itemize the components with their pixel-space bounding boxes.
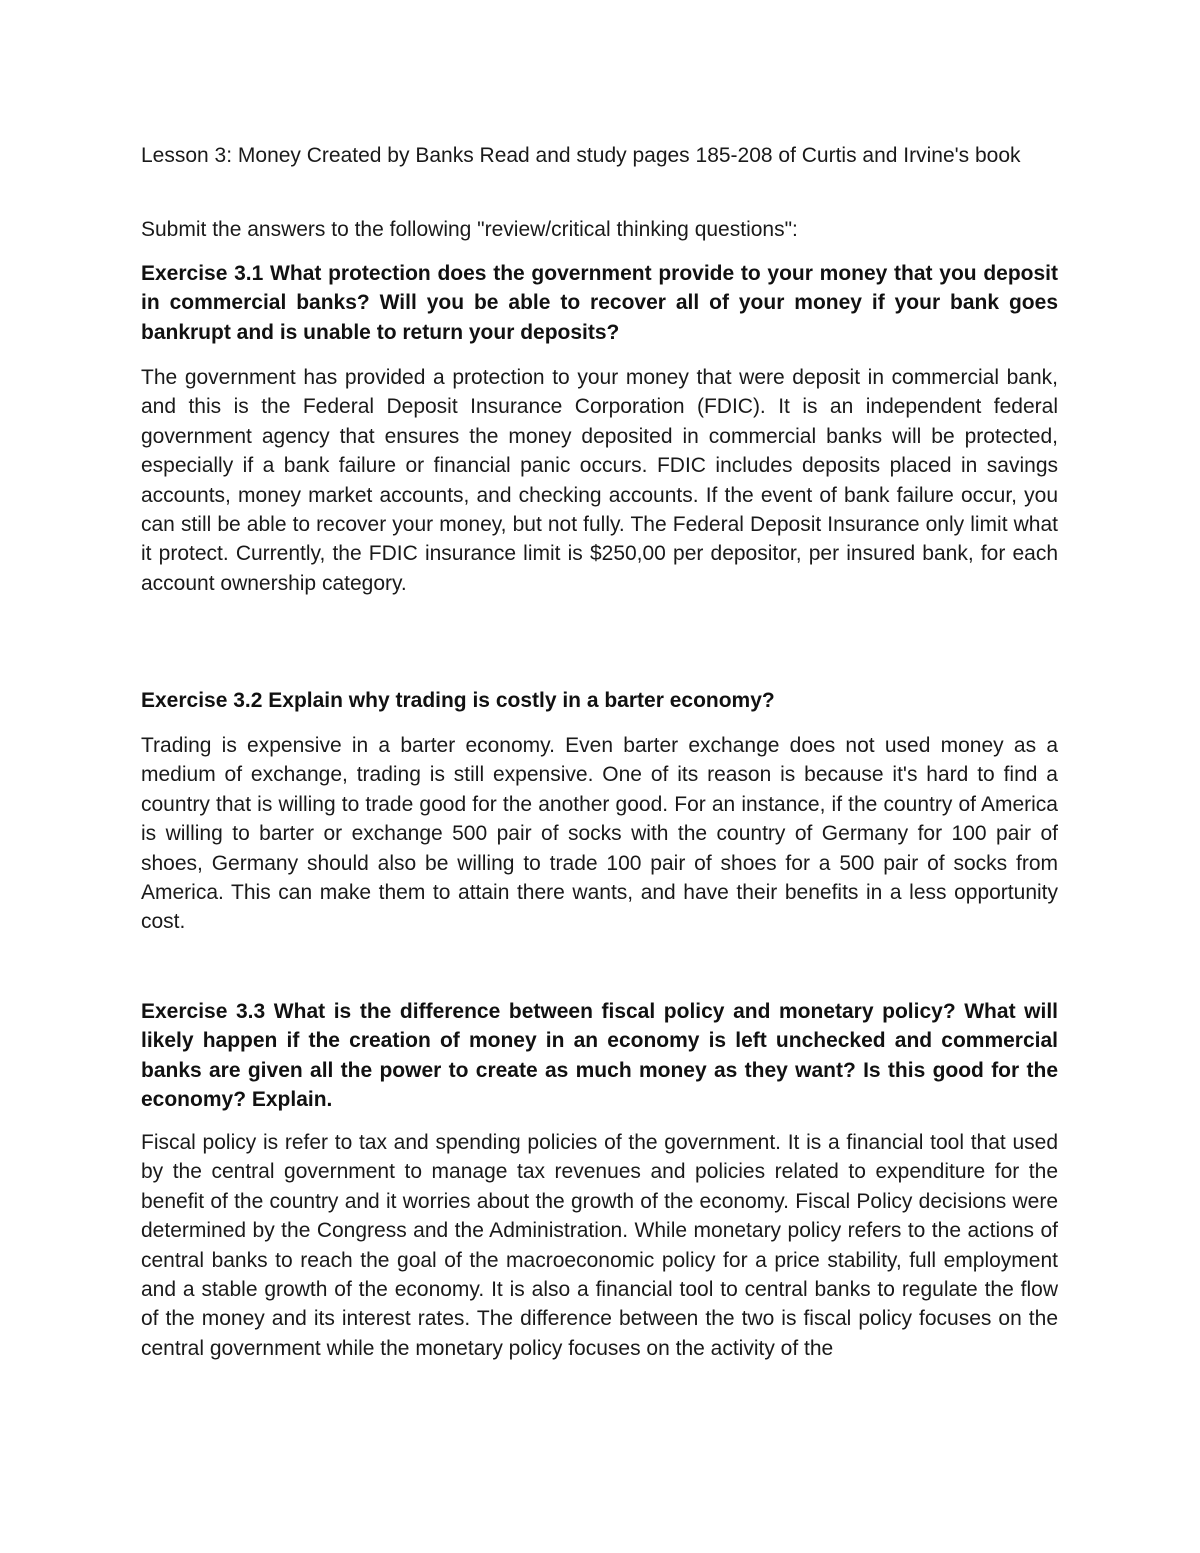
lesson-title: Lesson 3: Money Created by Banks Read and study pages 185-208 of Curtis and Irvine's book: [141, 144, 1021, 167]
exercise-3-1-answer: The government has provided a protection to your money that were deposit in commercial bank, and this is the Federal Deposit Insurance Corporation (FDIC). It is an independent federal government agency that ensures the money deposited in commercial banks will be protected, especially if a bank failure or financial panic occurs. FDIC includes deposits placed in savings accounts, money market accounts, and checking accounts. If the event of bank failure occur, you can still be able to recover your money, but not fully. The Federal Deposit Insurance only limit what it protect. Currently, the FDIC insurance limit is $250,00 per depositor, per insured bank, for each account ownership category.: [141, 366, 1058, 595]
exercise-3-2-question: Exercise 3.2 Explain why trading is costly in a barter economy?: [141, 689, 775, 712]
instruction-text: Submit the answers to the following "review/critical thinking questions":: [141, 218, 798, 241]
exercise-3-3-question: Exercise 3.3 What is the difference between fiscal policy and monetary policy? What will likely happen if the creation of money in an economy is left unchecked and commercial banks are given all the power to create as much money as they want? Is this good for the economy? Explain.: [141, 1000, 1058, 1112]
exercise-3-3-answer: Fiscal policy is refer to tax and spending policies of the government. It is a financial tool that used by the central government to manage tax revenues and policies related to expenditure for the benefit of the country and it worries about the growth of the economy. Fiscal Policy decisions were determined by the Congress and the Administration. While monetary policy refers to the actions of central banks to reach the goal of the macroeconomic policy for a price stability, full employment and a stable growth of the economy. It is also a financial tool to central banks to regulate the flow of the money and its interest rates. The difference between the two is fiscal policy focuses on the central government while the monetary policy focuses on the activity of the: [141, 1131, 1058, 1360]
exercise-3-2-answer: Trading is expensive in a barter economy. Even barter exchange does not used money as a medium of exchange, trading is still expensive. One of its reason is because it's hard to find a country that is willing to trade good for the another good. For an instance, if the country of America is willing to barter or exchange 500 pair of socks with the country of Germany for 100 pair of shoes, Germany should also be willing to trade 100 pair of shoes for a 500 pair of socks from America. This can make them to attain there wants, and have their benefits in a less opportunity cost.: [141, 734, 1058, 934]
exercise-3-1-question: Exercise 3.1 What protection does the government provide to your money that you deposit in commercial banks? Will you be able to recover all of your money if your bank goes bankrupt and is unable to return your deposits?: [141, 262, 1058, 344]
